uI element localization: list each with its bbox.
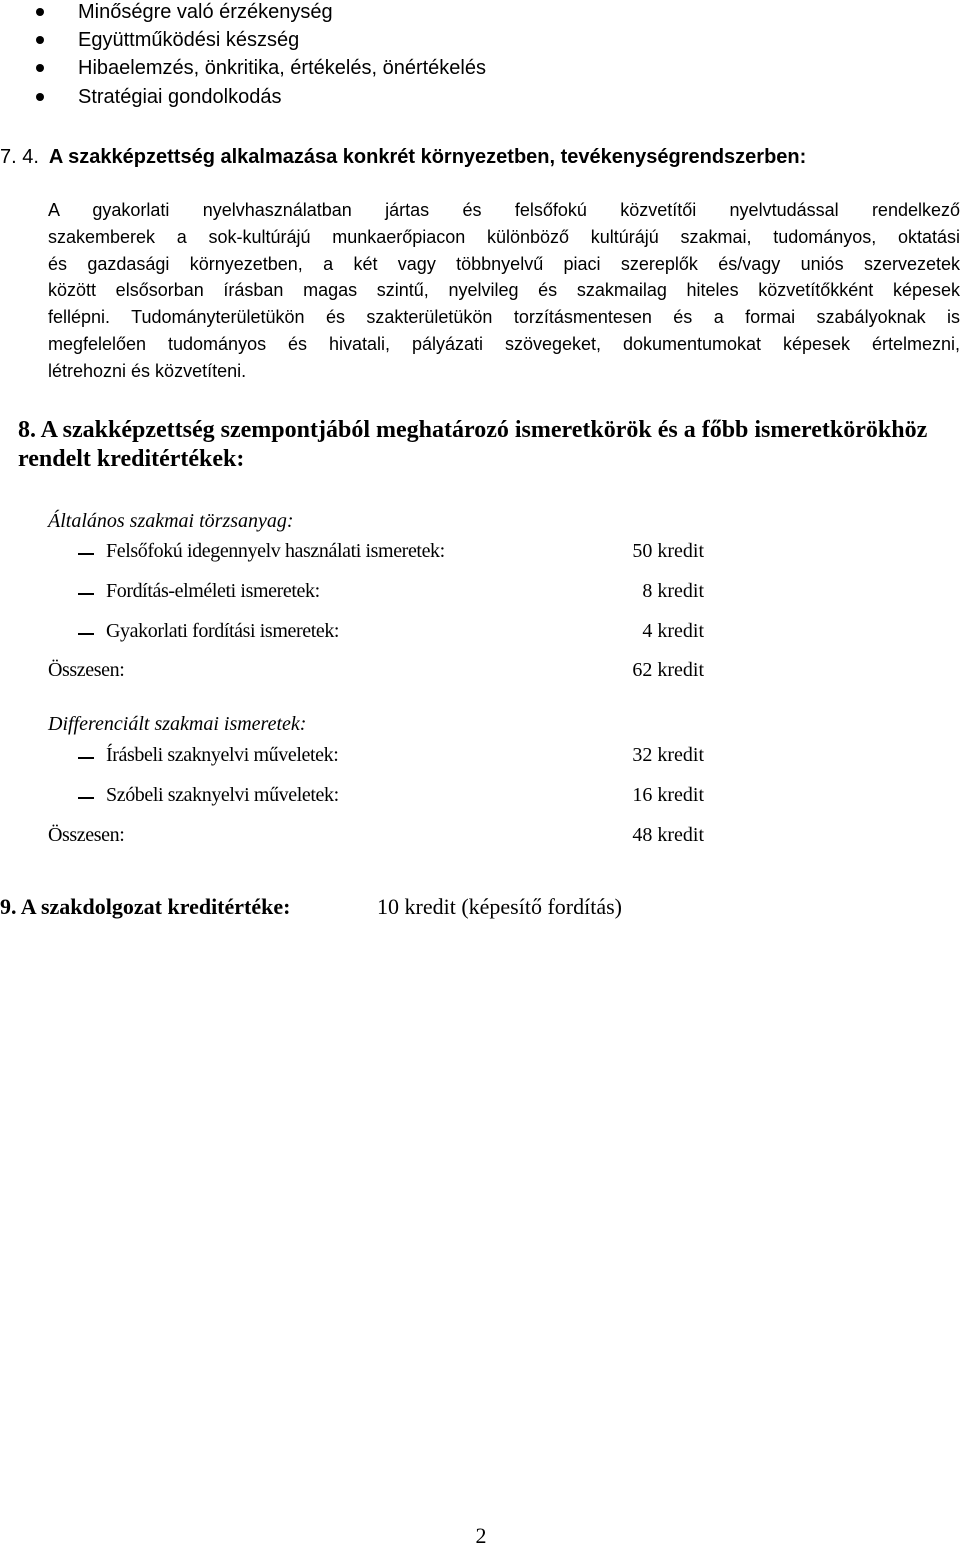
total-value: 62 kredit: [632, 659, 704, 681]
dash-icon: [78, 633, 94, 635]
paragraph-line: fellépni. Tudományterületükön és szakterületükön torzításmentesen és a formai szabályoknak is: [48, 307, 960, 328]
total-label: Összesen:: [48, 824, 125, 846]
section-7-heading: [0, 142, 806, 172]
bullet-icon: [36, 36, 44, 44]
paragraph-line: megfelelően tudományos és hivatali, pályázati szövegeket, dokumentumokat képesek értelmezni,: [48, 333, 960, 354]
dash-icon: [78, 593, 94, 595]
credit-label: Írásbeli szaknyelvi műveletek:: [106, 744, 339, 766]
dash-icon: [78, 553, 94, 555]
credit-row: [0, 540, 960, 570]
list-item: [78, 54, 486, 82]
credit-total-row: [0, 659, 960, 689]
section-9-heading: [0, 892, 622, 922]
credit-row: [0, 620, 960, 650]
paragraph-line: között elsősorban írásban magas szintű, nyelvileg és szakmailag hiteles közvetítőkként képesek: [48, 280, 960, 301]
list-item-text: Hibaelemzés, önkritika, értékelés, önértékelés: [78, 57, 486, 79]
list-item-text: Együttműködési készség: [78, 29, 300, 51]
dash-icon: [78, 757, 94, 759]
bullet-icon: [36, 8, 44, 16]
section-8-heading: 8. A szakképzettség szempontjából meghatározó ismeretkörök és a főbb ismeretkörökhöz rendelt kreditértékek:: [18, 417, 928, 472]
section-title: A szakképzettség alkalmazása konkrét környezetben, tevékenységrendszerben:: [48, 146, 807, 168]
list-item: [78, 26, 299, 54]
credit-value: 50 kredit: [632, 540, 704, 562]
bullet-icon: [36, 64, 44, 72]
differentiated-title: Differenciált szakmai ismeretek:: [48, 713, 307, 735]
total-value: 48 kredit: [632, 824, 704, 846]
credit-row: [0, 744, 960, 774]
general-core-title: Általános szakmai törzsanyag:: [48, 510, 294, 532]
paragraph-line: és gazdasági környezetben, a két vagy többnyelvű piaci szereplők és/vagy uniós szervezetek: [48, 253, 960, 274]
list-item-text: Stratégiai gondolkodás: [78, 86, 282, 108]
credit-label: Szóbeli szaknyelvi műveletek:: [106, 784, 339, 806]
credit-row: [0, 580, 960, 610]
total-label: Összesen:: [48, 659, 125, 681]
paragraph-line: létrehozni és közvetíteni.: [48, 360, 247, 381]
section-number: 7. 4.: [0, 146, 39, 168]
list-item: [78, 83, 281, 111]
dash-icon: [78, 797, 94, 799]
paragraph-line: szakemberek a sok-kultúrájú munkaerőpiacon különböző kultúrájú szakmai, tudományos, oktatási: [48, 226, 960, 247]
paragraph-line: A gyakorlati nyelvhasználatban jártas és felsőfokú közvetítői nyelvtudással rendelkező: [48, 200, 960, 220]
list-item-text: Minőségre való érzékenység: [78, 1, 333, 23]
section-7-paragraph: [48, 197, 960, 385]
credit-label: Felsőfokú idegennyelv használati ismeretek:: [106, 540, 445, 562]
list-item: [78, 0, 333, 26]
thesis-credit-label: 9. A szakdolgozat kreditértéke:: [0, 894, 291, 919]
bullet-icon: [36, 93, 44, 101]
credit-value: 16 kredit: [632, 784, 704, 806]
credit-value: 32 kredit: [632, 744, 704, 766]
credit-label: Fordítás-elméleti ismeretek:: [106, 580, 320, 602]
credit-row: [0, 784, 960, 814]
page-number: 2: [475, 1523, 487, 1548]
credit-value: 8 kredit: [642, 580, 704, 602]
thesis-credit-value: 10 kredit (képesítő fordítás): [377, 894, 622, 919]
credit-value: 4 kredit: [642, 620, 704, 642]
credit-label: Gyakorlati fordítási ismeretek:: [106, 620, 340, 642]
credit-total-row: [0, 824, 960, 854]
